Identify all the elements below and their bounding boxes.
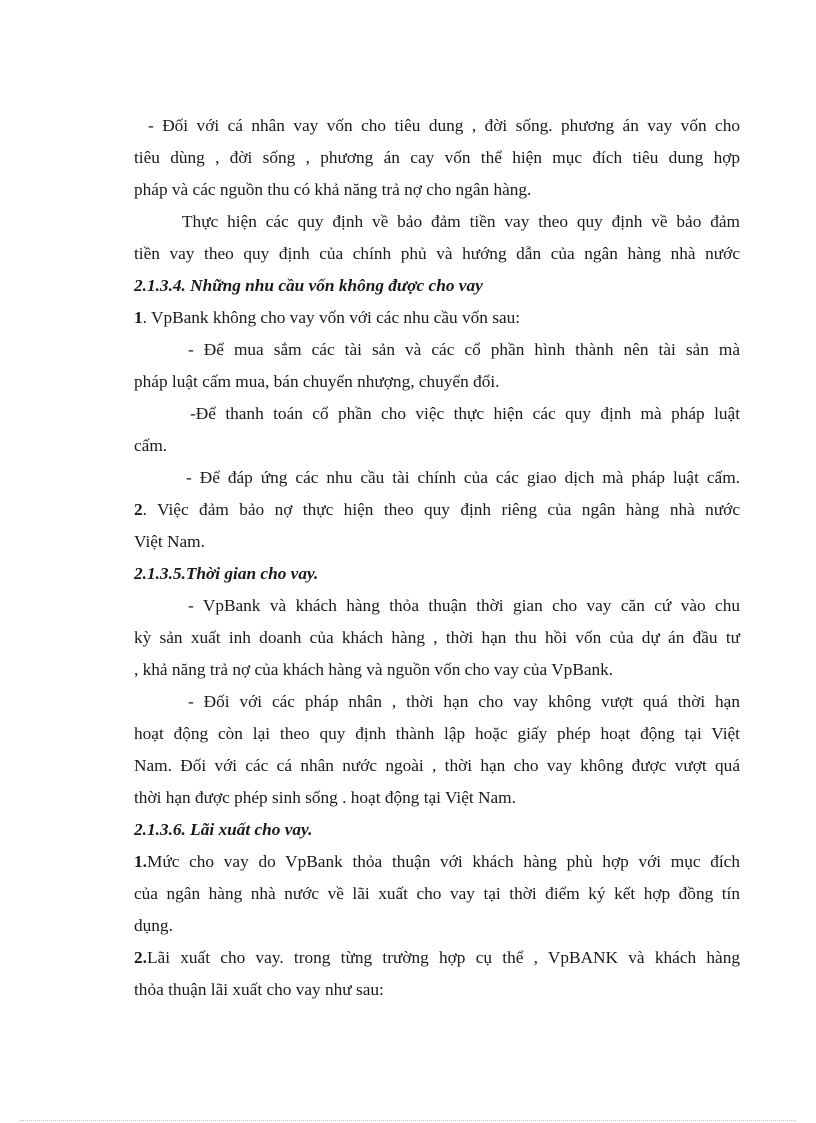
text-line: Thực hiện các quy định về bảo đảm tiền vay theo quy định về bảo đảm: [182, 212, 740, 231]
section-heading-2-1-3-6: 2.1.3.6. Lãi xuất cho vay.: [134, 820, 313, 839]
page-bottom-divider: [20, 1120, 796, 1121]
numbered-line: [134, 494, 740, 526]
numbered-line: [134, 942, 740, 974]
item-number: 2.: [134, 948, 147, 967]
numbered-line: [134, 846, 740, 878]
text-line: dụng.: [134, 916, 173, 935]
text-line: , khả năng trả nợ của khách hàng và nguồn vốn cho vay của VpBank.: [134, 660, 614, 679]
text-line: hoạt động còn lại theo quy định thành lập hoặc giấy phép hoạt động tại Việt: [134, 724, 740, 743]
section-heading-2-1-3-5: 2.1.3.5.Thời gian cho vay.: [134, 564, 319, 583]
text-line: - Để đáp ứng các nhu cầu tài chính của các giao dịch mà pháp luật cấm.: [186, 468, 740, 487]
text-line: thỏa thuận lãi xuất cho vay như sau:: [134, 980, 384, 999]
text-line: kỳ sản xuất inh doanh của khách hàng , thời hạn thu hồi vốn của dự án đầu tư: [134, 628, 740, 647]
text-line: Việt Nam.: [134, 532, 205, 551]
text-line: -Để thanh toán cổ phần cho việc thực hiện các quy định mà pháp luật: [190, 404, 740, 423]
text-line: tiêu dùng , đời sống , phương án cay vốn thể hiện mục đích tiêu dung hợp: [134, 148, 740, 167]
text-line: thời hạn được phép sinh sống . hoạt động tại Việt Nam.: [134, 788, 516, 807]
item-text: Mức cho vay do VpBank thỏa thuận với khách hàng phù hợp với mục đích: [146, 852, 740, 871]
item-text: . VpBank không cho vay vốn với các nhu cầu vốn sau:: [142, 308, 521, 327]
text-line: cấm.: [134, 436, 168, 455]
text-line: Nam. Đối với các cá nhân nước ngoài , thời hạn cho vay không được vượt quá: [134, 756, 740, 775]
item-number: 1.: [134, 852, 147, 871]
item-number: 2: [134, 500, 143, 519]
text-line: pháp luật cấm mua, bán chuyển nhượng, chuyển đổi.: [134, 372, 500, 391]
text-line: tiền vay theo quy định của chính phủ và hướng dẫn của ngân hàng nhà nước: [134, 244, 740, 263]
text-line: - Để mua sắm các tài sản và các cổ phần hình thành nên tài sản mà: [188, 340, 740, 359]
item-number: 1: [134, 308, 143, 327]
item-text: Lãi xuất cho vay. trong từng trường hợp cụ thể , VpBANK và khách hàng: [146, 948, 740, 967]
document-page: [134, 110, 740, 1006]
text-line: của ngân hàng nhà nước về lãi xuất cho vay tại thời điểm ký kết hợp đồng tín: [134, 884, 740, 903]
item-text: . Việc đảm bảo nợ thực hiện theo quy định riêng của ngân hàng nhà nước: [142, 500, 740, 519]
section-heading-2-1-3-4: 2.1.3.4. Những nhu cầu vốn không được cho vay: [134, 276, 483, 295]
text-line: - Đối với cá nhân vay vốn cho tiêu dung , đời sống. phương án vay vốn cho: [148, 116, 740, 135]
text-line: - Đối với các pháp nhân , thời hạn cho vay không vượt quá thời hạn: [188, 692, 740, 711]
numbered-line: [134, 302, 740, 334]
text-line: - VpBank và khách hàng thỏa thuận thời gian cho vay căn cứ vào chu: [188, 596, 740, 615]
text-line: pháp và các nguồn thu có khả năng trả nợ cho ngân hàng.: [134, 180, 532, 199]
